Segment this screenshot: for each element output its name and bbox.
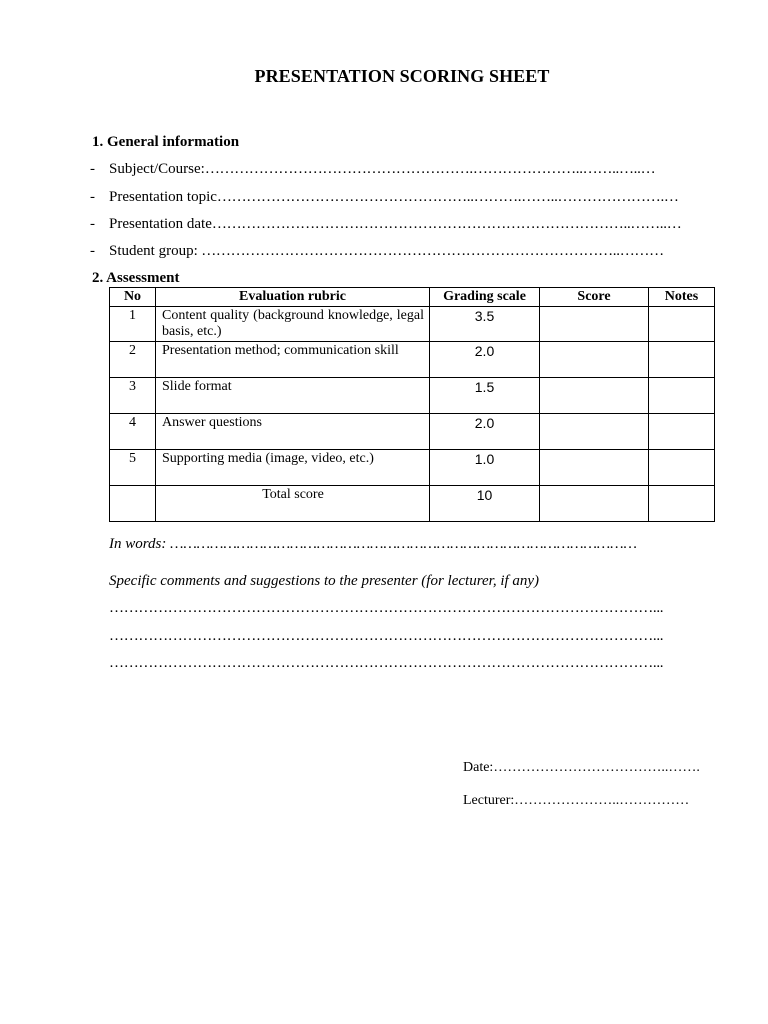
section-general-information-heading: 1. General information <box>92 134 240 150</box>
table-row <box>110 307 715 342</box>
table-row <box>110 450 715 486</box>
rubric-cell: Answer questions <box>156 414 430 450</box>
presentation-topic-line <box>90 189 715 206</box>
student-group-line <box>90 243 715 260</box>
signature-lecturer-line[interactable]: Lecturer:…………………..…………… <box>463 793 690 808</box>
notes-cell[interactable] <box>649 342 715 378</box>
page-title: PRESENTATION SCORING SHEET <box>254 66 550 86</box>
row-number: 3 <box>110 378 156 414</box>
score-cell[interactable] <box>540 307 649 342</box>
total-score-label: Total score <box>156 486 430 522</box>
bullet-dash: - <box>90 161 95 177</box>
row-number <box>110 486 156 522</box>
score-cell[interactable] <box>540 342 649 378</box>
section-assessment-heading: 2. Assessment <box>92 270 180 286</box>
subject-course-blank: ……………………………………………….…………………..……..…..… <box>204 161 656 177</box>
bullet-dash: - <box>90 216 95 232</box>
column-header-notes: Notes <box>649 288 715 307</box>
notes-cell[interactable] <box>649 414 715 450</box>
presentation-topic-label: Presentation topic <box>109 189 217 205</box>
table-row <box>110 342 715 378</box>
presentation-date-line <box>90 216 715 233</box>
subject-course-label: Subject/Course: <box>109 161 205 177</box>
column-header-score: Score <box>540 288 649 307</box>
signature-date-line[interactable]: Date:………………………………..……. <box>463 760 700 775</box>
notes-cell[interactable] <box>649 378 715 414</box>
grading-scale-cell: 1.0 <box>430 450 540 486</box>
total-score-cell[interactable] <box>540 486 649 522</box>
rubric-cell: Supporting media (image, video, etc.) <box>156 450 430 486</box>
bullet-dash: - <box>90 243 95 259</box>
comment-line[interactable]: …………………………………………………………………………………………………... <box>109 600 664 616</box>
score-cell[interactable] <box>540 378 649 414</box>
total-notes-cell[interactable] <box>649 486 715 522</box>
total-grading-scale-cell: 10 <box>430 486 540 522</box>
rubric-cell: Slide format <box>156 378 430 414</box>
score-cell[interactable] <box>540 414 649 450</box>
student-group-label: Student group: <box>109 243 198 259</box>
rubric-cell: Presentation method; communication skill <box>156 342 430 378</box>
row-number: 5 <box>110 450 156 486</box>
column-header-rubric: Evaluation rubric <box>156 288 430 307</box>
in-words-line[interactable]: In words: …………………………………………………………………………………………… <box>109 536 637 552</box>
row-number: 2 <box>110 342 156 378</box>
comments-label: Specific comments and suggestions to the presenter (for lecturer, if any) <box>109 573 540 589</box>
presentation-date-label: Presentation date <box>109 216 212 232</box>
table-header-row <box>110 288 715 307</box>
bullet-dash: - <box>90 189 95 205</box>
presentation-topic-blank: ……………………………………………..……….……..………………….… <box>216 189 679 205</box>
notes-cell[interactable] <box>649 450 715 486</box>
score-cell[interactable] <box>540 450 649 486</box>
row-number: 4 <box>110 414 156 450</box>
grading-scale-cell: 2.0 <box>430 342 540 378</box>
rubric-cell: Content quality (background knowledge, legal basis, etc.) <box>156 307 430 342</box>
presentation-date-blank: …………………………………………………………………………..……..… <box>211 216 682 232</box>
row-number: 1 <box>110 307 156 342</box>
notes-cell[interactable] <box>649 307 715 342</box>
column-header-no: No <box>110 288 156 307</box>
subject-course-line <box>90 161 715 178</box>
column-header-grading-scale: Grading scale <box>430 288 540 307</box>
table-row <box>110 414 715 450</box>
comment-line[interactable]: …………………………………………………………………………………………………... <box>109 655 664 671</box>
grading-scale-cell: 3.5 <box>430 307 540 342</box>
total-score-row <box>110 486 715 522</box>
grading-scale-cell: 1.5 <box>430 378 540 414</box>
comment-line[interactable]: …………………………………………………………………………………………………... <box>109 628 664 644</box>
student-group-blank: …………………………………………………………………………..……… <box>197 243 664 259</box>
table-row <box>110 378 715 414</box>
grading-scale-cell: 2.0 <box>430 414 540 450</box>
assessment-table <box>109 287 715 522</box>
